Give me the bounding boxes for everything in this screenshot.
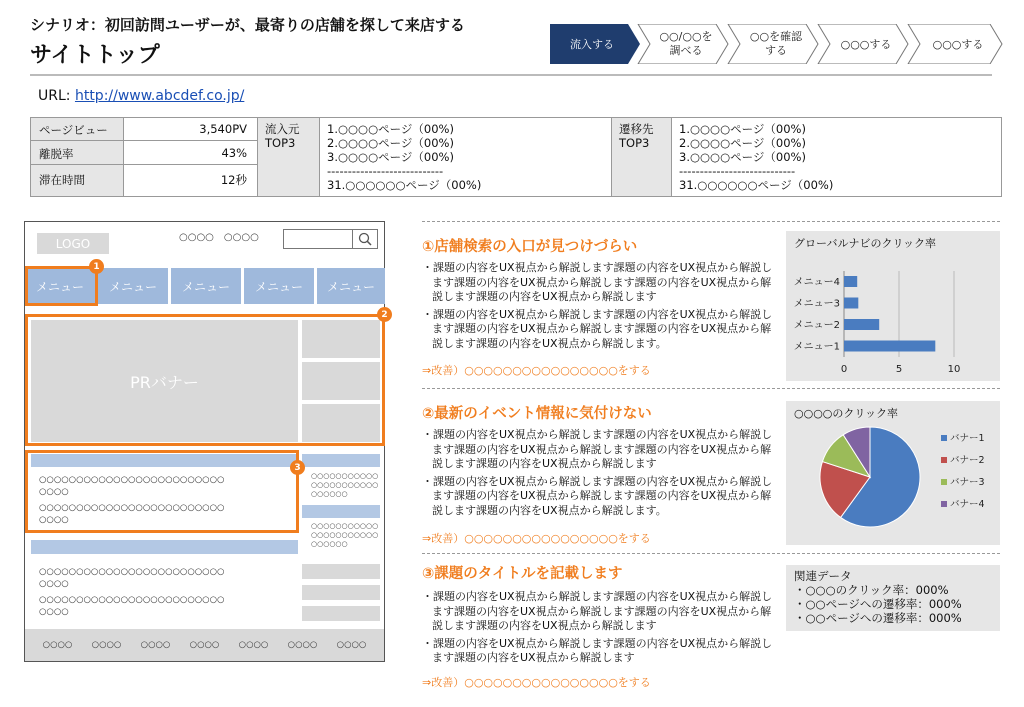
transition-divider: ---------------------------- — [679, 164, 796, 178]
bar-x-tick: 5 — [895, 364, 903, 375]
highlight-box-2 — [25, 314, 385, 446]
bar-category-label: メニュー4 — [793, 277, 840, 288]
bar — [844, 298, 858, 309]
issue-1-body — [422, 261, 777, 355]
wire-search-button — [352, 230, 377, 248]
flow-step-2-line2: 調べる — [669, 44, 703, 57]
wire-footer-link: ○○○○ — [287, 640, 318, 650]
bar-chart-title: グローバルナビのクリック率 — [794, 237, 937, 250]
wire-side-block — [302, 606, 380, 621]
metric-label-pageview: ページビュー — [39, 123, 108, 137]
issue-2-bullet: ・課題の内容をUX視点から解説します課題の内容をUX視点から解説します課題の内容をUX視点から解説します課題の内容をUX視点から解説します課題の内容をUX視点から解説します — [422, 428, 773, 471]
issue-3-bullet: ・課題の内容をUX視点から解説します課題の内容をUX視点から解説します課題の内容をUX視点から解説します — [422, 636, 773, 665]
wire-side-block — [302, 564, 380, 579]
wire-footer-link: ○○○○ — [189, 640, 220, 650]
wireframe — [24, 221, 388, 662]
badge-3: 3 — [290, 460, 305, 475]
search-icon — [353, 230, 378, 248]
wire-section-header — [31, 540, 298, 554]
issue-3-body — [422, 590, 777, 669]
wire-text: ○○○○○○○○○○○○○○○○○○○○○○○○○ — [39, 595, 225, 605]
highlight-box-1 — [25, 266, 98, 306]
issue-1-title: ①店舗検索の入口が見つけづらい — [422, 239, 638, 255]
inflow-item: 2.○○○○ページ（00%) — [327, 136, 454, 150]
flow-step-1: 流入する — [570, 38, 614, 51]
issue-2-improve: ⇒改善）○○○○○○○○○○○○○○○○をする — [422, 532, 651, 545]
flow-step-2-line1: ○○/○○を — [659, 30, 713, 43]
transition-item: 3.○○○○ページ（00%) — [679, 150, 806, 164]
issue-3-bullet: ・課題の内容をUX視点から解説します課題の内容をUX視点から解説します課題の内容をUX視点から解説します課題の内容をUX視点から解説します課題の内容をUX視点から解説します — [422, 590, 773, 633]
metric-value-duration: 12秒 — [220, 173, 247, 187]
bar-chart — [786, 231, 1000, 381]
metric-value-pageview: 3,540PV — [199, 122, 247, 136]
bar — [844, 319, 879, 330]
url-line — [38, 88, 244, 104]
scenario-text: シナリオ：初回訪問ユーザーが、最寄りの店舗を探して来店する — [30, 16, 465, 34]
metric-label-bounce: 離脱率 — [39, 147, 74, 161]
transition-item: 1.○○○○ページ（00%) — [679, 122, 806, 136]
legend-label: バナー4 — [950, 499, 985, 510]
wire-text-line — [39, 566, 224, 590]
related-data-item: ・○○○のクリック率：000% — [794, 583, 949, 597]
wire-nav-item-2: メニュー — [98, 268, 168, 304]
wire-text-line — [39, 594, 224, 618]
url-label: URL: — [38, 88, 75, 104]
flow-step-3-line2: する — [765, 44, 787, 57]
related-data-panel — [786, 565, 1000, 631]
legend-label: バナー2 — [950, 455, 985, 466]
wire-side-block — [302, 585, 380, 600]
related-data-item: ・○○ページへの遷移率：000% — [794, 597, 962, 611]
transition-item: 31.○○○○○○ページ（00%) — [679, 178, 834, 192]
flow-steps — [550, 24, 1005, 64]
inflow-label: 流入元 TOP3 — [265, 122, 300, 150]
bar-category-label: メニュー2 — [793, 320, 840, 331]
bar — [844, 341, 935, 352]
wire-footer-link: ○○○○ — [140, 640, 171, 650]
bar-category-label: メニュー3 — [793, 298, 840, 310]
section-divider — [422, 553, 1000, 554]
wire-text: ○○○○○○○○○○○○○○○○○○○○○○○○○ — [39, 503, 225, 513]
wire-logo: LOGO — [37, 233, 109, 254]
bar-x-tick: 0 — [840, 364, 848, 375]
metrics-table — [30, 117, 1002, 197]
wire-text: ○○○○ — [39, 607, 69, 617]
wire-text: ○○○○ — [39, 487, 69, 497]
pie-chart-title: ○○○○のクリック率 — [794, 407, 898, 420]
wire-footer-link: ○○○○ — [238, 640, 269, 650]
flow-step-5: ○○○する — [932, 38, 984, 51]
wire-footer-link: ○○○○ — [42, 640, 73, 650]
inflow-item: 31.○○○○○○ページ（00%) — [327, 178, 482, 192]
bar — [844, 276, 857, 287]
issue-3-improve: ⇒改善）○○○○○○○○○○○○○○○○をする — [422, 676, 651, 689]
badge-2: 2 — [377, 307, 392, 322]
wire-side-header — [302, 454, 380, 467]
wire-nav-item-4: メニュー — [244, 268, 314, 304]
badge-1: 1 — [89, 259, 104, 274]
flow-step-3-line1: ○○を確認 — [749, 30, 803, 43]
transition-list — [679, 122, 833, 192]
wire-text: ○○○○ — [39, 515, 69, 525]
wire-footer — [25, 629, 384, 661]
wire-nav-item-3: メニュー — [171, 268, 241, 304]
wire-side-text: ○○○○○○○○○○○○○○○○○○○○○○○○○○○○ — [311, 522, 379, 548]
section-divider — [422, 388, 1000, 389]
issue-3-title: ③課題のタイトルを記載します — [422, 566, 623, 582]
wire-top-links: ○○○○ ○○○○ — [179, 232, 259, 243]
related-data-title: 関連データ — [794, 569, 852, 583]
transition-item: 2.○○○○ページ（00%) — [679, 136, 806, 150]
metric-value-bounce: 43% — [221, 146, 247, 160]
issue-1-bullet: ・課題の内容をUX視点から解説します課題の内容をUX視点から解説します課題の内容をUX視点から解説します課題の内容をUX視点から解説します課題の内容をUX視点から解説します — [422, 261, 773, 304]
wire-text: ○○○○○○○○○○○○○○○○○○○○○○○○○ — [39, 567, 225, 577]
wire-side-header — [302, 505, 380, 518]
legend-swatch — [941, 479, 947, 485]
wire-footer-link: ○○○○ — [336, 640, 367, 650]
wire-text: ○○○○○○○○○○○○○○○○○○○○○○○○○ — [39, 475, 225, 485]
related-data-item: ・○○ページへの遷移率：000% — [794, 611, 962, 625]
wire-side-text: ○○○○○○○○○○○○○○○○○○○○○○○○○○○○ — [311, 472, 379, 498]
flow-step-4: ○○○する — [840, 38, 892, 51]
wire-text: ○○○○ — [39, 579, 69, 589]
inflow-item: 3.○○○○ページ（00%) — [327, 150, 454, 164]
section-divider — [422, 221, 1000, 222]
issue-2-bullet: ・課題の内容をUX視点から解説します課題の内容をUX視点から解説します課題の内容をUX視点から解説します課題の内容をUX視点から解説します課題の内容をUX視点から解説します。 — [422, 474, 773, 517]
header-divider — [30, 74, 992, 76]
inflow-list — [327, 122, 481, 192]
legend-swatch — [941, 501, 947, 507]
legend-label: バナー3 — [950, 477, 985, 488]
page-title: サイトトップ — [30, 43, 160, 68]
legend-swatch — [941, 457, 947, 463]
metric-label-duration: 滞在時間 — [39, 173, 85, 187]
bar-chart-panel — [786, 231, 1000, 381]
bar-category-label: メニュー1 — [793, 341, 840, 353]
bar-x-tick: 10 — [947, 364, 961, 375]
wire-nav-item-1: メニュー — [25, 268, 95, 304]
url-link[interactable]: http://www.abcdef.co.jp/ — [74, 88, 245, 104]
pie-chart-panel — [786, 401, 1000, 545]
inflow-item: 1.○○○○ページ（00%) — [327, 122, 454, 136]
issue-1-improve: ⇒改善）○○○○○○○○○○○○○○○○をする — [422, 364, 651, 377]
inflow-divider: ---------------------------- — [327, 164, 444, 178]
wire-pr-banner: PRバナー — [31, 320, 298, 442]
legend-label: バナー1 — [950, 433, 985, 444]
highlight-box-3 — [25, 450, 299, 533]
wire-search-box — [283, 229, 378, 249]
issue-2-body — [422, 428, 777, 522]
issue-2-title: ②最新のイベント情報に気付けない — [422, 406, 652, 422]
pie-chart — [786, 401, 1000, 545]
transition-label: 遷移先 TOP3 — [619, 122, 654, 150]
wire-footer-link: ○○○○ — [91, 640, 122, 650]
legend-swatch — [941, 435, 947, 441]
issue-1-bullet: ・課題の内容をUX視点から解説します課題の内容をUX視点から解説します課題の内容をUX視点から解説します課題の内容をUX視点から解説します課題の内容をUX視点から解説します。 — [422, 307, 773, 350]
wire-nav-item-5: メニュー — [317, 268, 385, 304]
